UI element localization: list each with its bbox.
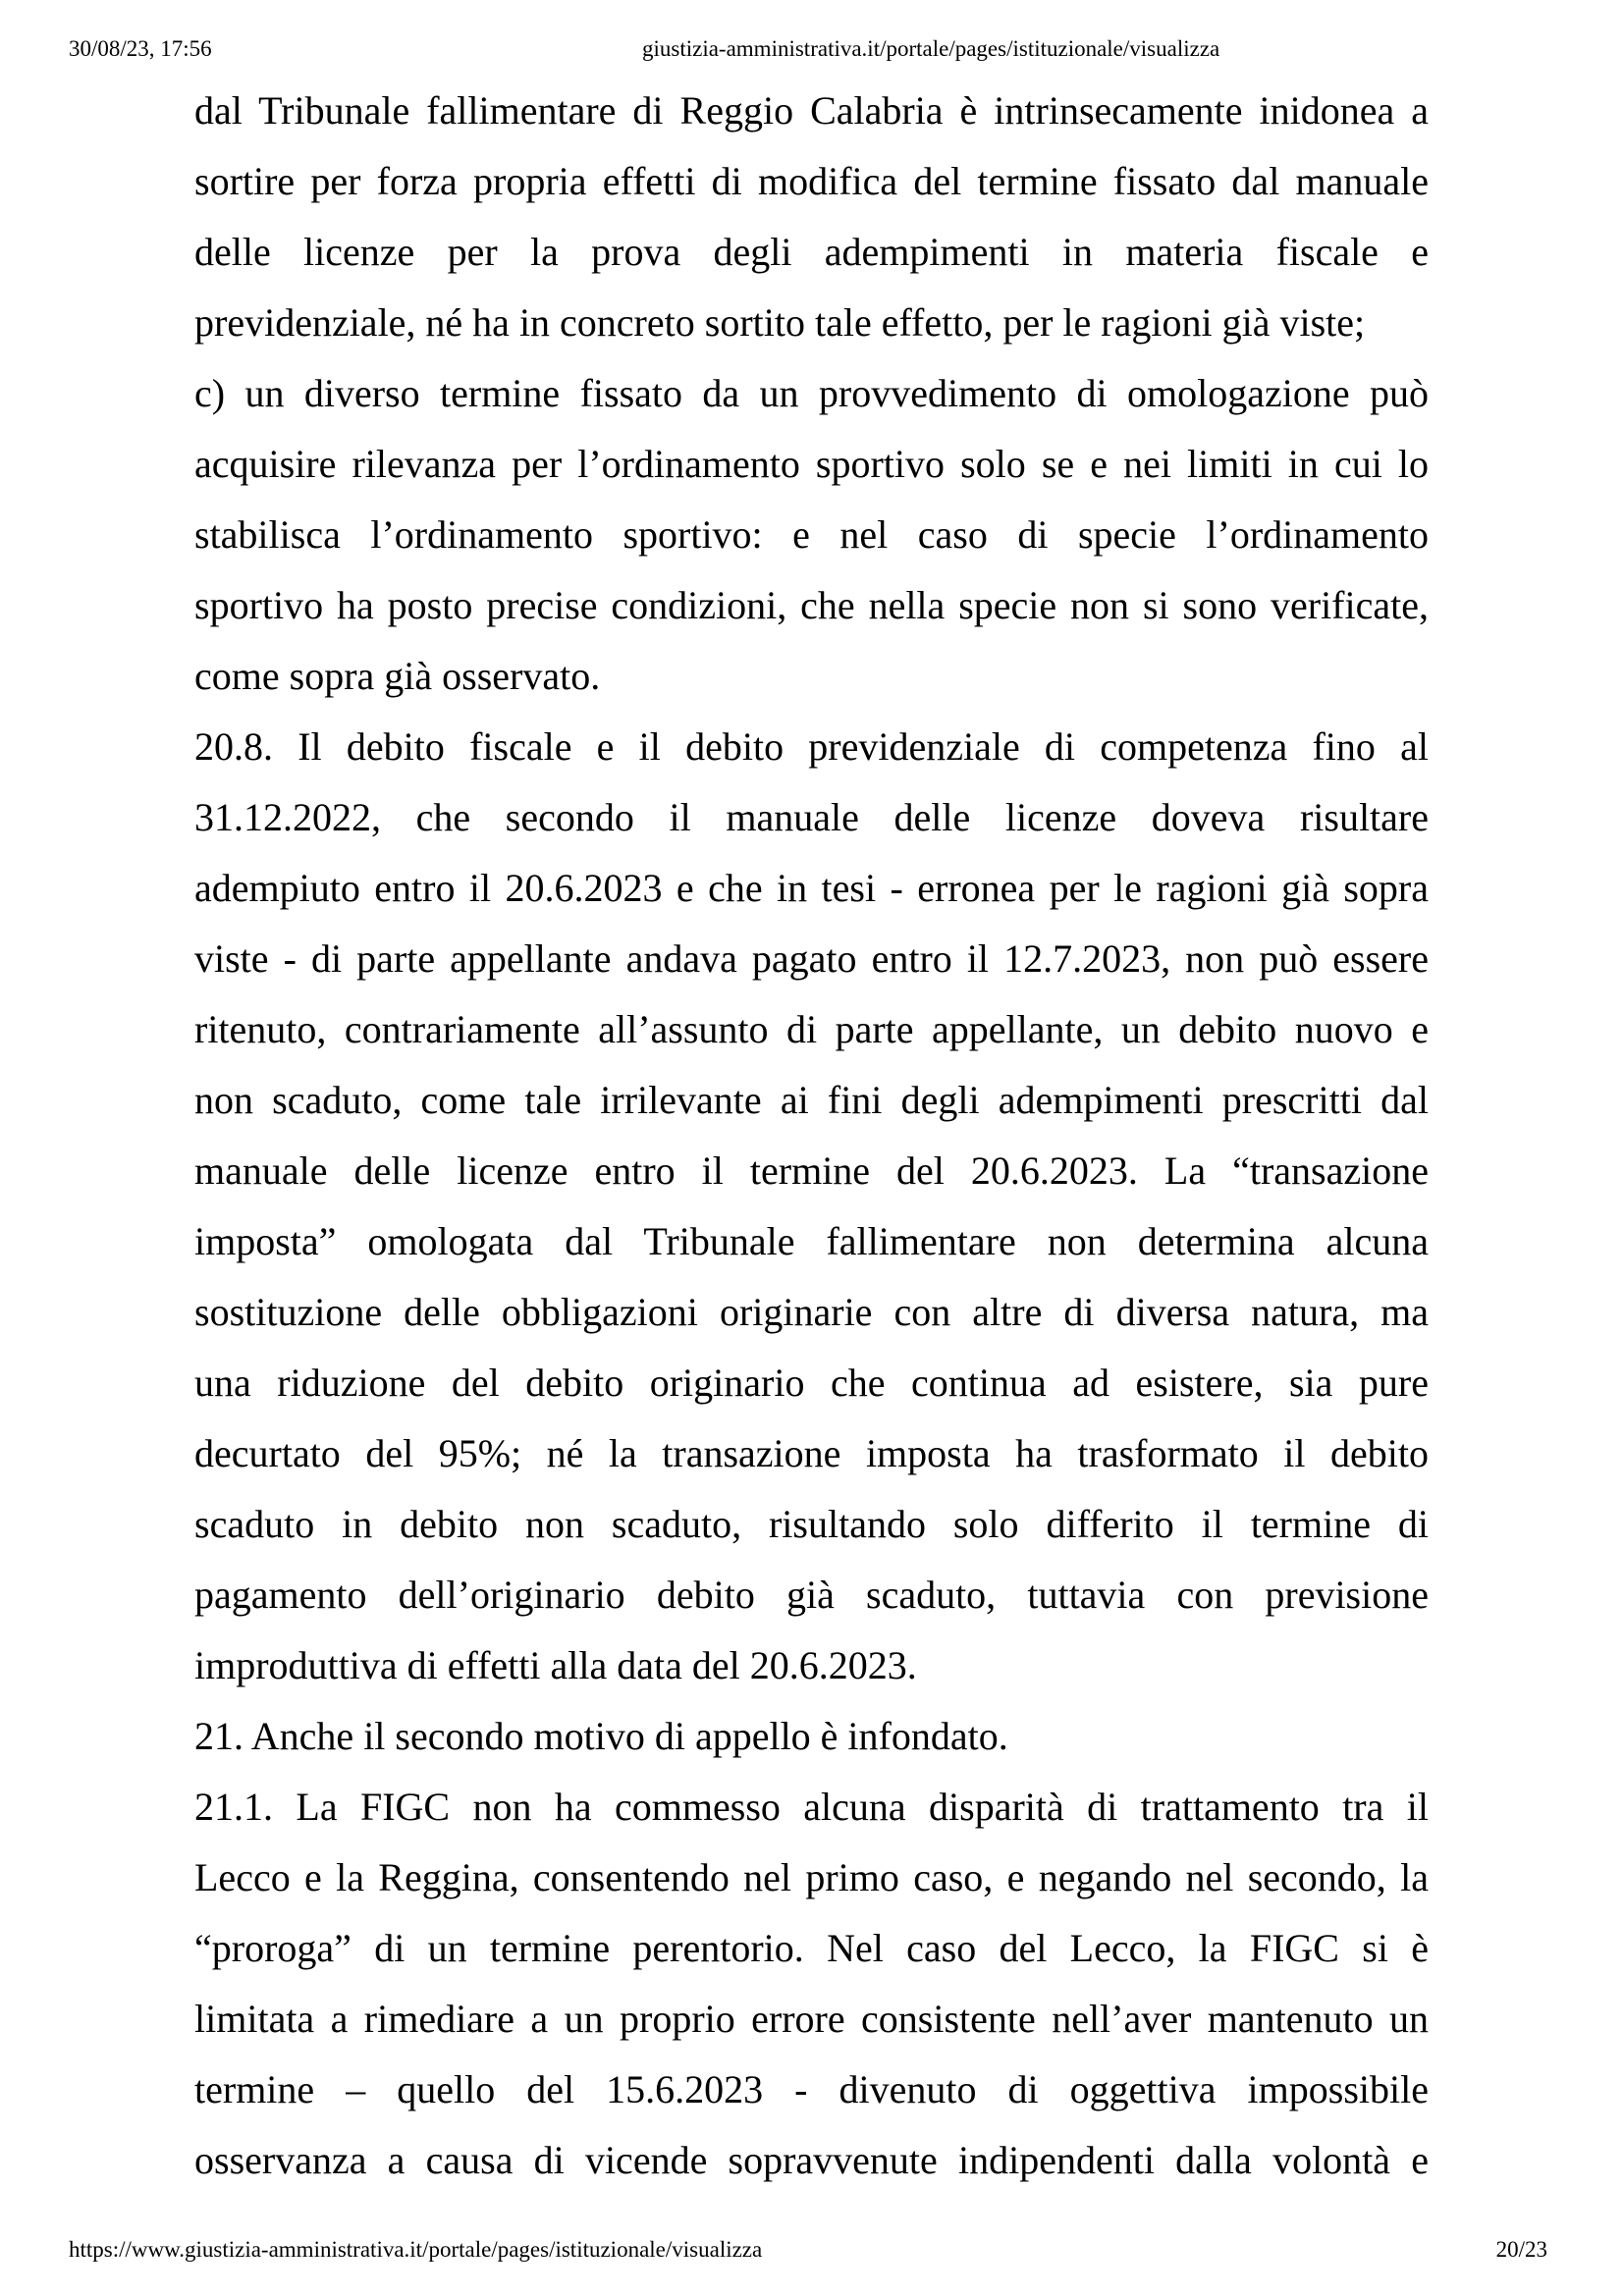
document-line: una riduzione del debito originario che continua ad esistere, sia pure bbox=[194, 1361, 1429, 1405]
document-line: c) un diverso termine fissato da un provvedimento di omologazione può bbox=[194, 371, 1429, 415]
document-line: previdenziale, né ha in concreto sortito tale effetto, per le ragioni già viste; bbox=[194, 300, 1366, 345]
document-line: dal Tribunale fallimentare di Reggio Calabria è intrinsecamente inidonea a bbox=[194, 88, 1429, 133]
print-header-title-url: giustizia-amministrativa.it/portale/pages/istituzionale/visualizza bbox=[642, 36, 1220, 61]
document-line: ritenuto, contrariamente all’assunto di parte appellante, un debito nuovo e bbox=[194, 1007, 1429, 1051]
document-line: Lecco e la Reggina, consentendo nel primo caso, e negando nel secondo, la bbox=[194, 1855, 1429, 1899]
document-line: 21.1. La FIGC non ha commesso alcuna disparità di trattamento tra il bbox=[194, 1785, 1429, 1829]
document-line: sportivo ha posto precise condizioni, che nella specie non si sono verificate, bbox=[194, 583, 1429, 627]
document-line: 21. Anche il secondo motivo di appello è infondato. bbox=[194, 1714, 1008, 1758]
document-line: acquisire rilevanza per l’ordinamento sportivo solo se e nei limiti in cui lo bbox=[194, 442, 1429, 486]
print-footer-url: https://www.giustizia-amministrativa.it/portale/pages/istituzionale/visualizza bbox=[69, 2237, 763, 2262]
document-body bbox=[194, 76, 1429, 2196]
document-line: 20.8. Il debito fiscale e il debito previdenziale di competenza fino al bbox=[194, 724, 1429, 769]
document-line: decurtato del 95%; né la transazione imposta ha trasformato il debito bbox=[194, 1431, 1429, 1475]
document-line: scaduto in debito non scaduto, risultando solo differito il termine di bbox=[194, 1502, 1429, 1546]
document-line: pagamento dell’originario debito già scaduto, tuttavia con previsione bbox=[194, 1573, 1429, 1617]
document-line: stabilisca l’ordinamento sportivo: e nel caso di specie l’ordinamento bbox=[194, 512, 1429, 557]
document-line: non scaduto, come tale irrilevante ai fini degli adempimenti prescritti dal bbox=[194, 1078, 1429, 1122]
print-footer-page-number: 20/23 bbox=[1495, 2237, 1547, 2262]
document-line: termine – quello del 15.6.2023 - divenuto di oggettiva impossibile bbox=[194, 2067, 1429, 2111]
document-line: imposta” omologata dal Tribunale fallimentare non determina alcuna bbox=[194, 1219, 1429, 1263]
document-line: osservanza a causa di vicende sopravvenute indipendenti dalla volontà e bbox=[194, 2138, 1429, 2182]
document-line: improduttiva di effetti alla data del 20.6.2023. bbox=[194, 1643, 917, 1687]
document-line: viste - di parte appellante andava pagato entro il 12.7.2023, non può essere bbox=[194, 936, 1429, 981]
document-line: come sopra già osservato. bbox=[194, 654, 601, 698]
document-line: manuale delle licenze entro il termine del 20.6.2023. La “transazione bbox=[194, 1148, 1429, 1193]
document-line: limitata a rimediare a un proprio errore consistente nell’aver mantenuto un bbox=[194, 1997, 1429, 2041]
document-line: adempiuto entro il 20.6.2023 e che in tesi - erronea per le ragioni già sopra bbox=[194, 866, 1429, 910]
document-line: sortire per forza propria effetti di modifica del termine fissato dal manuale bbox=[194, 159, 1429, 203]
document-line: 31.12.2022, che secondo il manuale delle licenze doveva risultare bbox=[194, 795, 1429, 839]
print-header-datetime: 30/08/23, 17:56 bbox=[69, 36, 212, 61]
document-line: delle licenze per la prova degli adempimenti in materia fiscale e bbox=[194, 230, 1429, 274]
document-line: “proroga” di un termine perentorio. Nel caso del Lecco, la FIGC si è bbox=[194, 1926, 1429, 1970]
document-line: sostituzione delle obbligazioni originarie con altre di diversa natura, ma bbox=[194, 1290, 1429, 1334]
